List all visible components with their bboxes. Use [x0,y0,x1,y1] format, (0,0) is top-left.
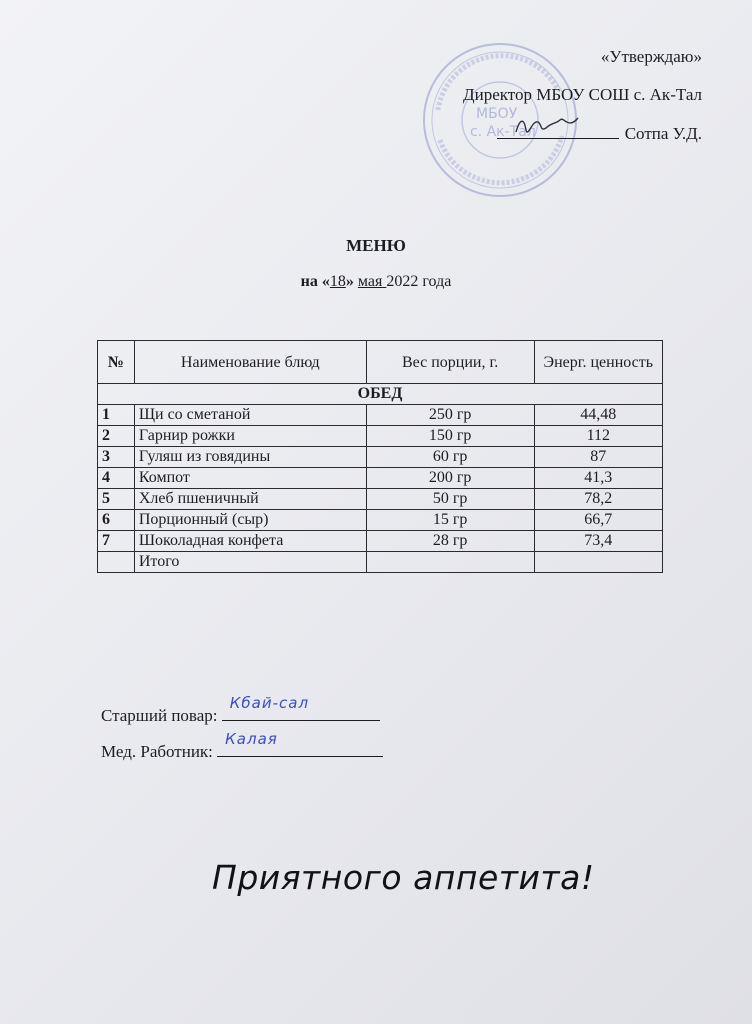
approval-heading: «Утверждаю» [600,47,702,66]
table-row [98,468,663,489]
dish-weight: 200 гр [366,468,534,489]
section-label: ОБЕД [98,384,663,405]
table-row [98,447,663,468]
dish-energy: 41,3 [534,468,662,489]
table-body [98,384,663,573]
dish-energy: 78,2 [534,489,662,510]
total-number-cell [98,552,135,573]
date-mid: » [345,273,358,290]
section-row [98,384,663,405]
column-header-weight: Вес порции, г. [366,341,534,384]
row-number: 3 [98,447,135,468]
date-year: 2022 года [386,273,452,290]
table-row [98,531,663,552]
date-prefix: на « [300,273,330,290]
row-number: 4 [98,468,135,489]
dish-energy: 87 [534,447,662,468]
dish-weight: 60 гр [366,447,534,468]
closing-wish: Приятного аппетита! [212,858,595,897]
dish-energy: 112 [534,426,662,447]
dish-name: Гуляш из говядины [134,447,366,468]
medic-signature-blank [217,730,383,757]
table-row [98,405,663,426]
date-month: мая [357,273,387,290]
dish-energy: 73,4 [534,531,662,552]
date-day: 18 [329,273,346,290]
menu-title: МЕНЮ [346,236,406,255]
dish-name: Хлеб пшеничный [134,489,366,510]
menu-table [97,340,663,573]
stamp-text: с. Ак-Тал [470,124,536,140]
dish-name: Щи со сметаной [134,405,366,426]
dish-weight: 28 гр [366,531,534,552]
dish-name: Гарнир рожки [134,426,366,447]
approval-position: Директор МБОУ СОШ с. Ак-Тал [463,85,702,104]
chef-signature-line [101,694,380,726]
total-weight-cell [366,552,534,573]
row-number: 1 [98,405,135,426]
dish-energy: 66,7 [534,510,662,531]
dish-name: Порционный (сыр) [134,510,366,531]
column-header-energy: Энерг. ценность [534,341,662,384]
total-label: Итого [134,552,366,573]
chef-signature: Кбай-сал [229,694,310,712]
table-row [98,426,663,447]
column-header-name: Наименование блюд [134,341,366,384]
table-header-row [98,341,663,384]
approval-signature-line [497,124,702,142]
director-name: Сотпа У.Д. [624,124,702,143]
dish-weight: 150 гр [366,426,534,447]
dish-weight: 50 гр [366,489,534,510]
medic-label: Мед. Работник: [101,742,218,761]
medic-signature: Калая [225,730,278,748]
total-energy-cell [534,552,662,573]
dish-weight: 15 гр [366,510,534,531]
column-header-number: № [98,341,135,384]
dish-weight: 250 гр [366,405,534,426]
row-number: 2 [98,426,135,447]
menu-date [0,273,752,291]
dish-name: Шоколадная конфета [134,531,366,552]
chef-signature-blank [222,694,380,721]
medic-signature-line [101,730,383,762]
svg-text:МБОУ: МБОУ [476,106,518,122]
table-row [98,510,663,531]
row-number: 6 [98,510,135,531]
dish-energy: 44,48 [534,405,662,426]
row-number: 5 [98,489,135,510]
dish-name: Компот [134,468,366,489]
chef-label: Старший повар: [101,706,222,725]
table-row [98,489,663,510]
row-number: 7 [98,531,135,552]
total-row [98,552,663,573]
signature-blank [497,124,619,139]
